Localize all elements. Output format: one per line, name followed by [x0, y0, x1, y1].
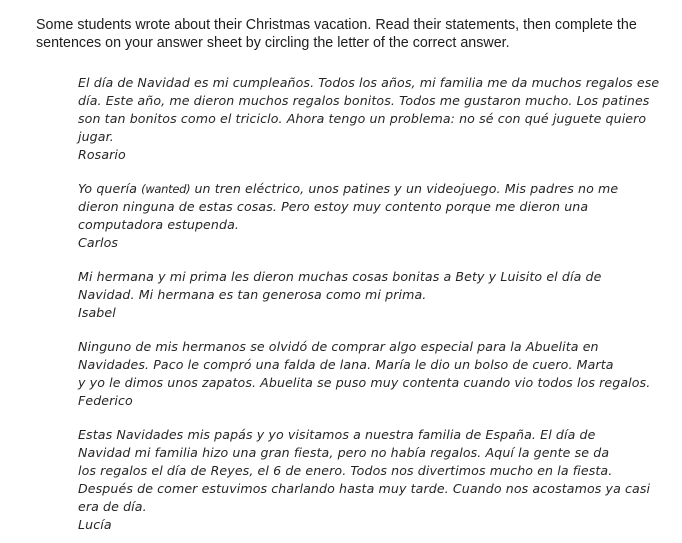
- statement-text: un tren eléctrico, unos patines y un videojuego. Mis padres no me: [190, 181, 619, 196]
- statement-line: Estas Navidades mis papás y yo visitamos a nuestra familia de España. El día de: [78, 427, 596, 442]
- statement-line: dieron ninguna de estas cosas. Pero estoy muy contento porque me dieron una: [78, 199, 589, 214]
- gloss-annotation: (wanted): [141, 182, 191, 196]
- instructions-text: Some students wrote about their Christmas vacation. Read their statements, then complete the sentences on your answer sheet by circling the letter of the correct answer.: [36, 17, 637, 51]
- statement-line: computadora estupenda.: [78, 217, 239, 232]
- statement-lucia: [78, 426, 673, 534]
- statements-list: [78, 74, 673, 534]
- statement-author: Isabel: [78, 305, 116, 320]
- statement-line: Ninguno de mis hermanos se olvidó de comprar algo especial para la Abuelita en: [78, 339, 599, 354]
- statement-author: Lucía: [78, 517, 112, 532]
- statement-line: Navidades. Paco le compró una falda de lana. María le dio un bolso de cuero. Marta: [78, 357, 614, 372]
- statement-line: [78, 180, 673, 198]
- statement-text: Yo quería: [78, 181, 142, 196]
- statement-line: día. Este año, me dieron muchos regalos bonitos. Todos me gustaron mucho. Los patines: [78, 93, 650, 108]
- statement-federico: [78, 338, 673, 410]
- statement-line: era de día.: [78, 499, 147, 514]
- statement-line: El día de Navidad es mi cumpleaños. Todos los años, mi familia me da muchos regalos ese: [78, 75, 660, 90]
- statement-line: Navidad mi familia hizo una gran fiesta, pero no había regalos. Aquí la gente se da: [78, 445, 610, 460]
- statement-author: Federico: [78, 393, 133, 408]
- statement-line: Después de comer estuvimos charlando hasta muy tarde. Cuando nos acostamos ya casi: [78, 481, 651, 496]
- statement-line: Navidad. Mi hermana es tan generosa como mi prima.: [78, 287, 427, 302]
- statement-line: Mi hermana y mi prima les dieron muchas cosas bonitas a Bety y Luisito el día de: [78, 269, 602, 284]
- statement-line: son tan bonitos como el triciclo. Ahora tengo un problema: no sé con qué juguete quiero: [78, 111, 647, 126]
- statement-line: y yo le dimos unos zapatos. Abuelita se puso muy contenta cuando vio todos los regalos.: [78, 375, 651, 390]
- statement-isabel: [78, 268, 673, 322]
- statement-author: Carlos: [78, 235, 119, 250]
- statement-author: Rosario: [78, 147, 126, 162]
- statement-rosario: [78, 74, 673, 164]
- statement-line: jugar.: [78, 129, 114, 144]
- statement-line: los regalos el día de Reyes, el 6 de enero. Todos nos divertimos mucho en la fiesta.: [78, 463, 613, 478]
- statement-carlos: [78, 180, 673, 252]
